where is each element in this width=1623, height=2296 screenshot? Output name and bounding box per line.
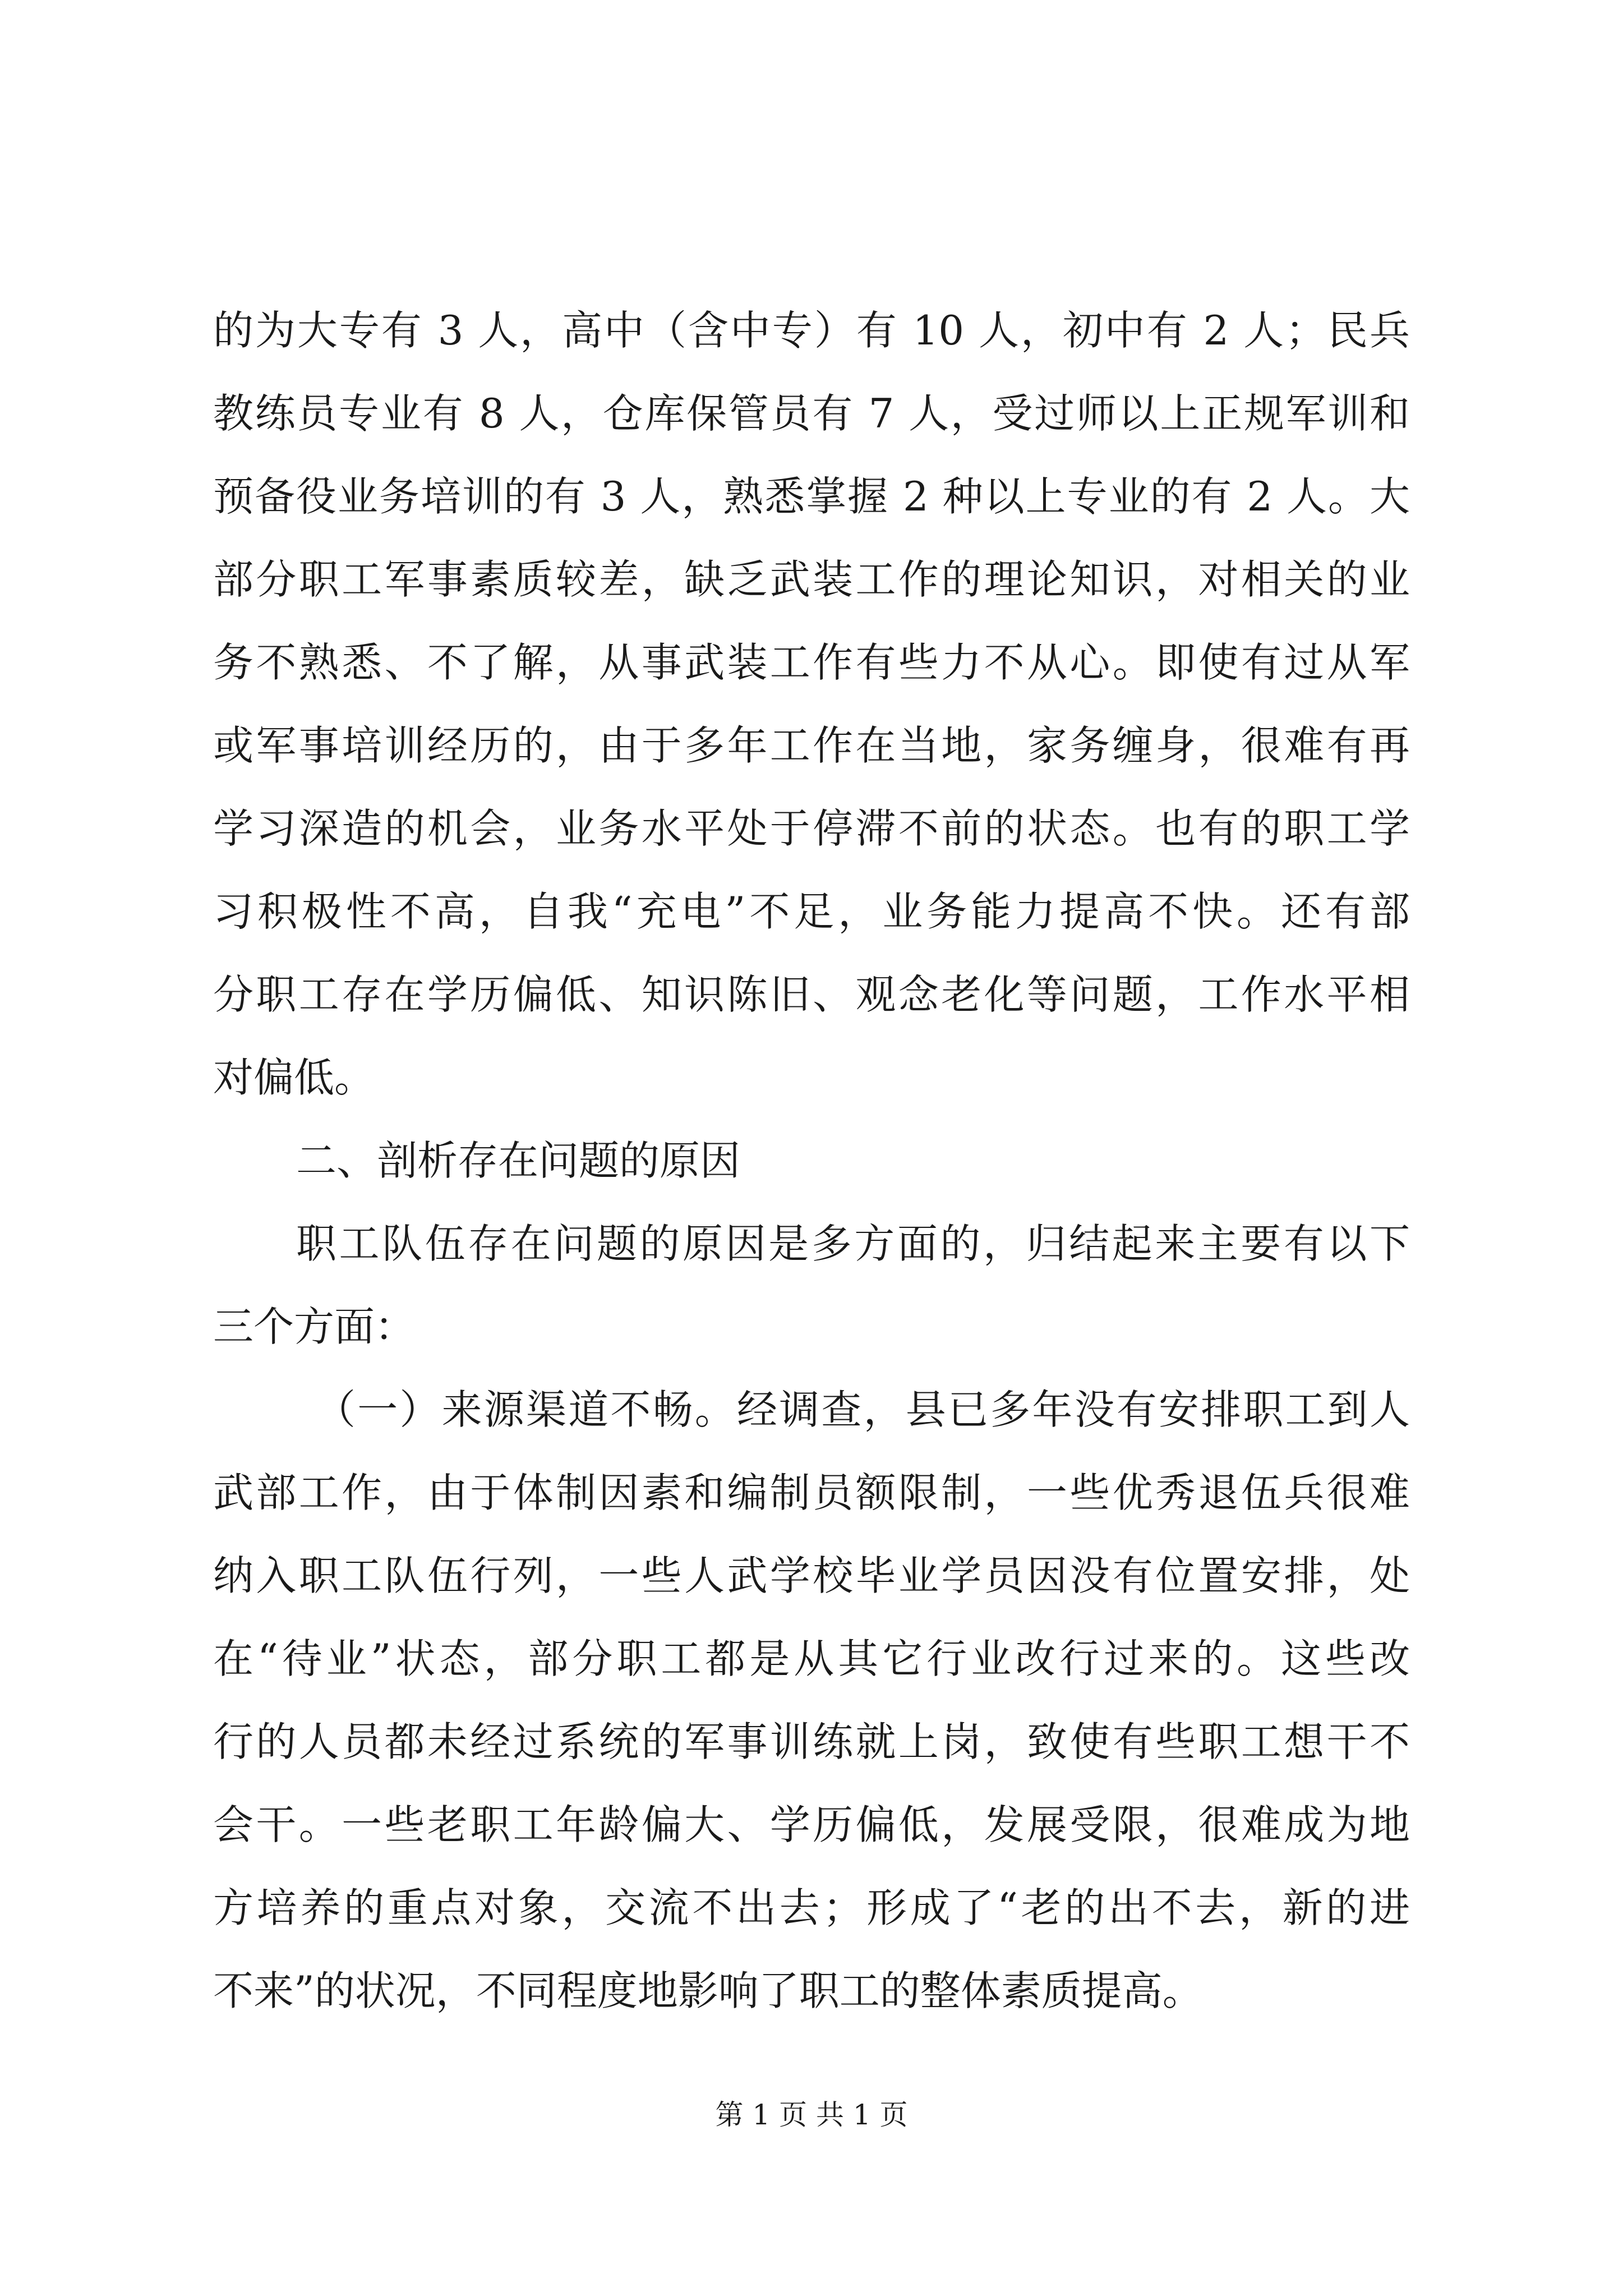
text-line: 会干。一些老职工年龄偏大、学历偏低，发展受限，很难成为地 (213, 1801, 1410, 1848)
page-footer (0, 2098, 1623, 2132)
text-line: 学习深造的机会，业务水平处于停滞不前的状态。也有的职工学 (213, 805, 1410, 852)
text-line: 武部工作，由于体制因素和编制员额限制，一些优秀退伍兵很难 (213, 1469, 1410, 1516)
text-line: 习积极性不高，自我“充电”不足，业务能力提高不快。还有部 (213, 888, 1410, 935)
text-line: 务不熟悉、不了解，从事武装工作有些力不从心。即使有过从军 (213, 639, 1410, 686)
text-line: 行的人员都未经过系统的军事训练就上岗，致使有些职工想干不 (213, 1718, 1410, 1765)
text-line: 预备役业务培训的有 3 人，熟悉掌握 2 种以上专业的有 2 人。大 (213, 473, 1410, 520)
text-line: 教练员专业有 8 人，仓库保管员有 7 人，受过师以上正规军训和 (213, 390, 1410, 437)
text-line: 职工队伍存在问题的原因是多方面的，归结起来主要有以下 (296, 1220, 1410, 1267)
text-line: 部分职工军事素质较差，缺乏武装工作的理论知识，对相关的业 (213, 556, 1410, 603)
section-heading: 二、剖析存在问题的原因 (296, 1137, 741, 1184)
document-body (213, 289, 1410, 2032)
page-number-label: 第 1 页 共 1 页 (715, 2099, 908, 2131)
text-line: 对偏低。 (213, 1054, 375, 1101)
text-line: 或军事培训经历的，由于多年工作在当地，家务缠身，很难有再 (213, 722, 1410, 769)
text-line: 纳入职工队伍行列，一些人武学校毕业学员因没有位置安排，处 (213, 1552, 1410, 1599)
text-line: 不来”的状况，不同程度地影响了职工的整体素质提高。 (213, 1967, 1203, 2014)
text-line: 方培养的重点对象，交流不出去；形成了“老的出不去，新的进 (213, 1884, 1410, 1931)
text-line: 在“待业”状态，部分职工都是从其它行业改行过来的。这些改 (213, 1635, 1410, 1682)
text-line: 分职工存在学历偏低、知识陈旧、观念老化等问题，工作水平相 (213, 971, 1410, 1018)
subsection-line: （一）来源渠道不畅。经调查，县已多年没有安排职工到人 (315, 1386, 1410, 1433)
text-line: 的为大专有 3 人，高中（含中专）有 10 人，初中有 2 人；民兵 (213, 307, 1410, 354)
text-line: 三个方面： (213, 1303, 416, 1350)
